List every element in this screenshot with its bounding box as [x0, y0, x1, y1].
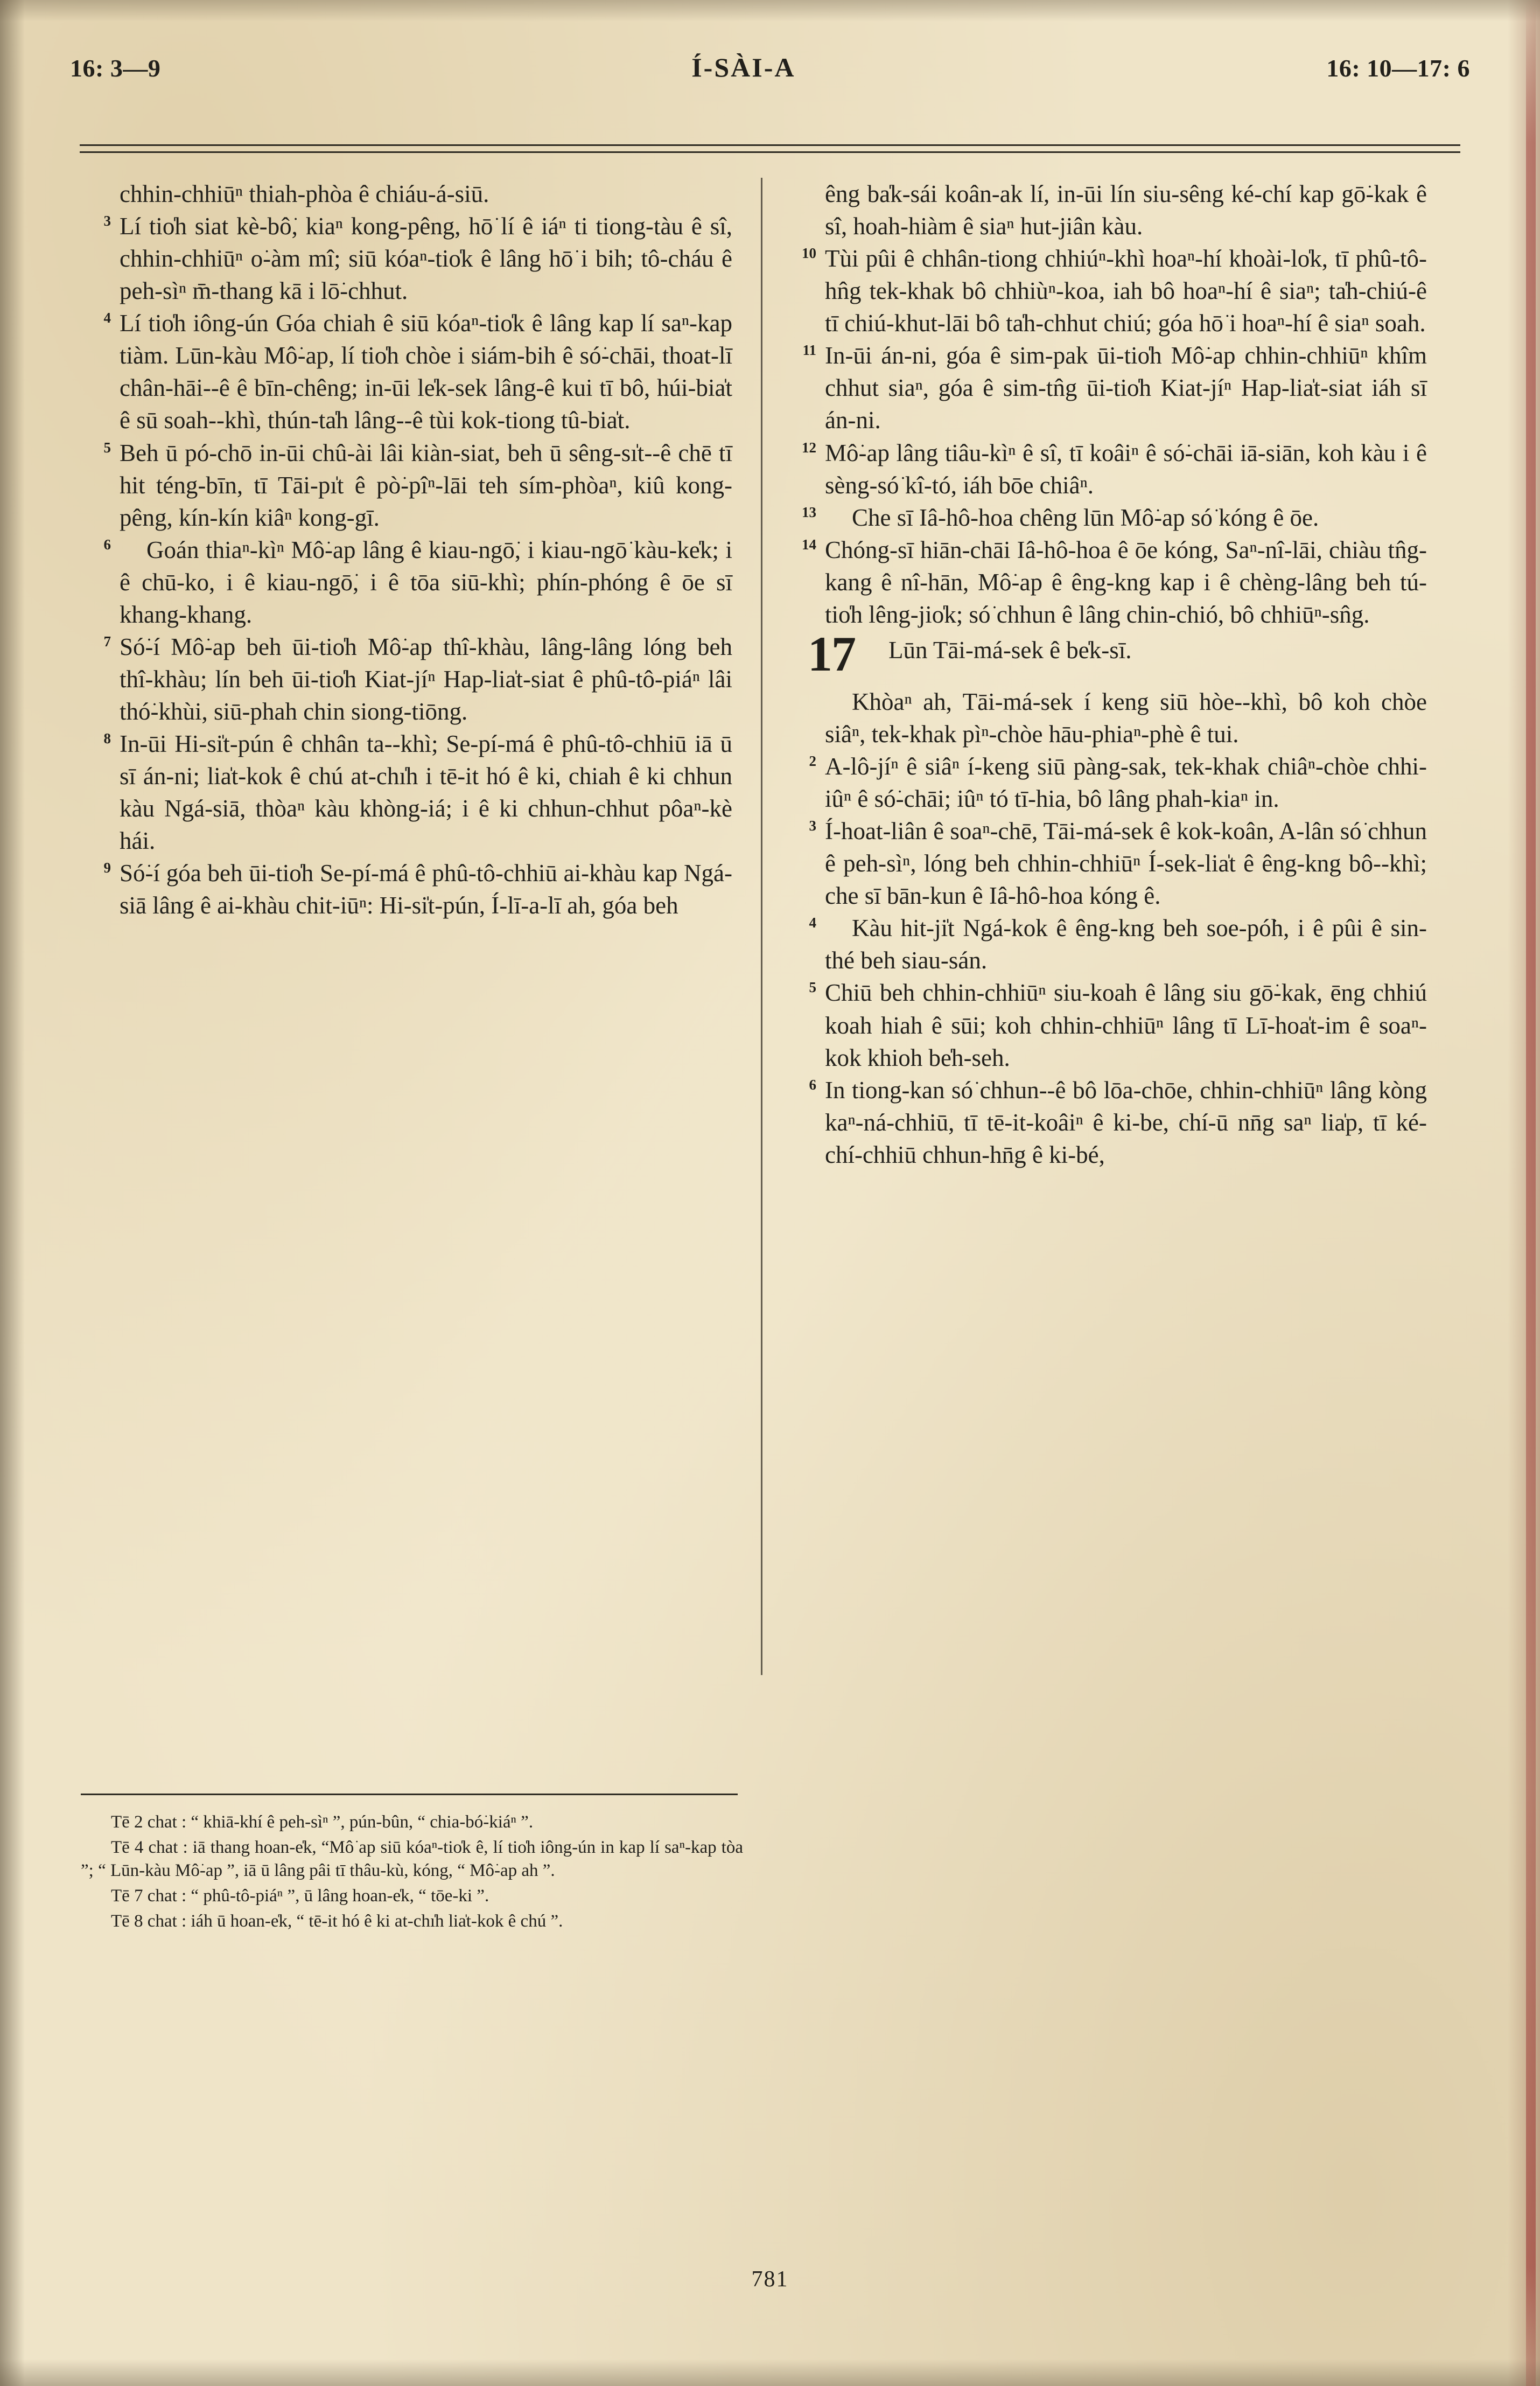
- running-head-right-reference: 16: 10—17: 6: [1326, 54, 1470, 82]
- footnote-item: Tē 8 chat : iáh ū hoan-e̍k, “ tē-it hó ê ki at-chı̍h lia̍t-kok ê chú ”.: [111, 1911, 563, 1931]
- verse-paragraph: [81, 631, 732, 728]
- verse-text: Í-hoat-liân ê soaⁿ-chē, Tāi-má-sek ê kok-koân, A-lân só͘ chhun ê peh-sìⁿ, lóng beh chhin-chhiūⁿ Í-sek-lia̍t ê êng-kng bô--khì; che sī bān-kun ê Iâ-hô-hoa kóng ê.: [825, 818, 1427, 910]
- text-columns: [81, 178, 1465, 1171]
- verse-paragraph: [81, 210, 732, 307]
- verse-text: Chiū beh chhin-chhiūⁿ siu-koah ê lâng siu gō͘-kak, ēng chhiú koah hiah ê sūi; koh chhin-chhiūⁿ lâng tī Lī-hoa̍t-im ê soaⁿ-kok khioh be̍h-seh.: [825, 979, 1427, 1071]
- verse-text: êng ba̍k-sái koân-ak lí, in-ūi lín siu-sêng ké-chí kap gō͘-kak ê sî, hoah-hiàm ê siaⁿ hut-jiân kàu.: [825, 180, 1427, 240]
- verse-paragraph: [786, 242, 1427, 339]
- chapter-heading: Lūn Tāi-má-sek ê be̍k-sī.: [888, 636, 1132, 664]
- verse-paragraph: [786, 534, 1427, 631]
- verse-paragraph: [81, 728, 732, 857]
- chapter-number: 17: [808, 626, 855, 681]
- page-number: 781: [751, 2267, 789, 2292]
- footnote-item: Tē 7 chat : “ phû-tô-piáⁿ ”, ū lâng hoan-e̍k, “ tōe-ki ”.: [111, 1886, 489, 1906]
- verse-paragraph: [786, 1074, 1427, 1171]
- verse-text: Lí tio̍h siat kè-bô͘, kiaⁿ kong-pêng, hō͘ lí ê iáⁿ ti tiong-tàu ê sî, chhin-chhiūⁿ o͘-àm mî; siū kóaⁿ-tio̍k ê lâng hō͘ i bih; tô-cháu ê peh-sìⁿ m̄-thang kā i lō͘-chhut.: [120, 213, 732, 305]
- footnote-block: [81, 1811, 743, 1935]
- verse-paragraph: [81, 178, 732, 210]
- page-edge-shadow-left: [0, 0, 25, 2386]
- verse-paragraph: [786, 501, 1427, 534]
- verse-paragraph: [786, 750, 1427, 815]
- footnote-rule: [81, 1794, 738, 1795]
- verse-text: Beh ū pó-chō in-ūi chû-ài lâi kiàn-siat, beh ū sêng-sı̍t--ê chē tī hit téng-bīn, tī Tāi-pı̍t ê pò͘-pîⁿ-lāi teh sím-phòaⁿ, kiû kong-pêng, kín-kín kiâⁿ kong-gī.: [120, 439, 732, 531]
- verse-text: Che sī Iâ-hô-hoa chêng lūn Mô͘-ap só͘ kóng ê ōe.: [852, 504, 1319, 531]
- verse-number: 4: [809, 915, 816, 931]
- verse-paragraph: [786, 437, 1427, 501]
- verse-text: A-lô-jíⁿ ê siâⁿ í-keng siū pàng-sak, tek-khak chiâⁿ-chòe chhi-iûⁿ ê só͘-chāi; iûⁿ tó tī-hia, bô lâng phah-kiaⁿ in.: [825, 753, 1427, 813]
- verse-text: Goán thiaⁿ-kìⁿ Mô͘-ap lâng ê kiau-ngō͘, i kiau-ngō͘ kàu-ke̍k; i ê chū-ko, i ê kiau-ngō͘, i ê tōa siū-khì; phín-phóng ê ōe sī khang-khang.: [120, 536, 732, 628]
- verse-number: 2: [809, 753, 816, 769]
- verse-text: Chóng-sī hiān-chāi Iâ-hô-hoa ê ōe kóng, Saⁿ-nî-lāi, chiàu tn̂g-kang ê nî-hān, Mô͘-ap ê êng-kng kap i ê chèng-lâng beh tú-tio̍h lêng-jio̍k; só͘ chhun ê lâng chin-chió, bô chhiūⁿ-sn̂g.: [825, 536, 1427, 628]
- verse-paragraph: [786, 178, 1427, 242]
- verse-paragraph: [786, 815, 1427, 912]
- verse-number: 9: [103, 860, 111, 876]
- running-head-left-reference: 16: 3—9: [70, 54, 161, 82]
- verse-text: In tiong-kan só͘ chhun--ê bô lōa-chōe, chhin-chhiūⁿ lâng kòng kaⁿ-ná-chhiū, tī tē-it-koâiⁿ ê ki-be, chí-ū nn̄g saⁿ lia̍p, tī ké-chí-chhiū chhun-hn̄g ê ki-bé,: [825, 1076, 1427, 1168]
- running-head: [70, 52, 1470, 83]
- verse-text: In-ūi Hi-si̍t-pún ê chhân ta--khì; Se-pí-má ê phû-tô-chhiū iā ū sī án-ni; lia̍t-kok ê chú at-chı̍h i tē-it hó ê ki, chiah ê ki chhun kàu Ngá-siā, thòaⁿ kàu khòng-iá; i ê ki chhun-chhut pôaⁿ-kè hái.: [120, 730, 732, 855]
- verse-paragraph: [81, 307, 732, 436]
- verse-paragraph: [786, 912, 1427, 976]
- verse-text: Tùi pûi ê chhân-tiong chhiúⁿ-khì hoaⁿ-hí khoài-lo̍k, tī phû-tô-hn̂g tek-khak bô chhiùⁿ-koa, iah bô hoaⁿ-hí ê siaⁿ; ta̍h-chiú-ê tī chiú-khut-lāi bô ta̍h-chhut chiú; góa hō͘ i hoaⁿ-hí ê siaⁿ soah.: [825, 245, 1427, 337]
- column-left: [81, 178, 754, 1171]
- verse-text: Só͘-í góa beh ūi-tio̍h Se-pí-má ê phû-tô-chhiū ai-khàu kap Ngá-siā lâng ê ai-khàu chit-iūⁿ: Hi-si̍t-pún, Í-lī-a-lī ah, góa beh: [120, 860, 732, 919]
- header-double-rule: [80, 144, 1460, 153]
- verse-paragraph: [786, 686, 1427, 750]
- footnote-item: Tē 2 chat : “ khiā-khí ê peh-sìⁿ ”, pún-bûn, “ chia-bó͘-kiáⁿ ”.: [111, 1812, 534, 1832]
- column-right: [754, 178, 1427, 1171]
- verse-paragraph: [81, 534, 732, 631]
- verse-text: Mô͘-ap lâng tiâu-kìⁿ ê sî, tī koâiⁿ ê só͘-chāi iā-siān, koh kàu i ê sèng-só͘ kî-tó, iáh bōe chiâⁿ.: [825, 439, 1427, 499]
- verse-number: 3: [809, 818, 816, 834]
- verse-paragraph: [786, 976, 1427, 1073]
- verse-number: 6: [809, 1076, 816, 1093]
- verse-paragraph: [786, 339, 1427, 436]
- verse-number: 12: [802, 439, 816, 456]
- verse-number: 10: [802, 245, 816, 262]
- verse-number: 11: [802, 342, 816, 359]
- verse-number: 5: [103, 439, 111, 456]
- verse-text: In-ūi án-ni, góa ê sim-pak ūi-tio̍h Mô͘-ap chhin-chhiūⁿ khîm chhut siaⁿ, góa ê sim-tn̂g ūi-tio̍h Kiat-jíⁿ Hap-lia̍t-siat iáh sī án-ni.: [825, 342, 1427, 434]
- page-edge-red-stain: [1526, 0, 1536, 2386]
- verse-number: 5: [809, 979, 816, 996]
- verse-number: 3: [103, 213, 111, 229]
- verse-text: Só͘-í Mô͘-ap beh ūi-tio̍h Mô͘-ap thî-khàu, lâng-lâng lóng beh thî-khàu; lín beh ūi-tio̍h Kiat-jíⁿ Hap-lia̍t-siat ê phû-tô-piáⁿ lâi thó͘-khùi, siū-phah chin siong-tiōng.: [120, 633, 732, 725]
- verse-number: 6: [103, 536, 111, 553]
- verse-number: 7: [103, 633, 111, 650]
- verse-number: 14: [802, 536, 816, 553]
- verse-text: Khòaⁿ ah, Tāi-má-sek í keng siū hòe--khì, bô koh chòe siâⁿ, tek-khak pìⁿ-chòe hāu-phiaⁿ-phè ê tui.: [825, 688, 1427, 748]
- verse-text: Lí tio̍h iông-ún Góa chiah ê siū kóaⁿ-tio̍k ê lâng kap lí saⁿ-kap tiàm. Lūn-kàu Mô͘-ap, lí tio̍h chòe i siám-bih ê só͘-chāi, thoat-lī chân-hāi--ê ê bīn-chêng; in-ūi le̍k-sek lâng-ê kui tī bô, húi-bia̍t ê sū soah--khì, thún-ta̍h lâng--ê tùi kok-tiong tû-bia̍t.: [120, 310, 732, 434]
- verse-number: 4: [103, 310, 111, 326]
- verse-paragraph: [81, 437, 732, 534]
- verse-number: 8: [103, 730, 111, 747]
- chapter-start: [786, 626, 1427, 686]
- verse-paragraph: [81, 857, 732, 922]
- running-head-book-title: Í-SÀI-A: [691, 52, 796, 82]
- footnote-item: Tē 4 chat : iā thang hoan-e̍k, “Mô͘ ap siū kóaⁿ-tio̍k ê, lí tio̍h iông-ún in kap lí saⁿ-kap tòa ”; “ Lūn-kàu Mô͘-ap ”, iā ū lâng pâi tī thâu-kù, kóng, “ Mô͘-ap ah ”.: [81, 1837, 743, 1880]
- verse-text: Kàu hit-ji̍t Ngá-kok ê êng-kng beh soe-pó͘h, i ê pûi ê sin-thé beh siau-sán.: [825, 915, 1427, 974]
- page-edge-shadow-right: [1508, 0, 1540, 2386]
- page-edge-shadow-bottom: [0, 2359, 1540, 2386]
- verse-text: chhin-chhiūⁿ thiah-phòa ê chiáu-á-siū.: [120, 180, 489, 207]
- page-edge-shadow-top: [0, 0, 1540, 22]
- verse-number: 13: [802, 504, 816, 520]
